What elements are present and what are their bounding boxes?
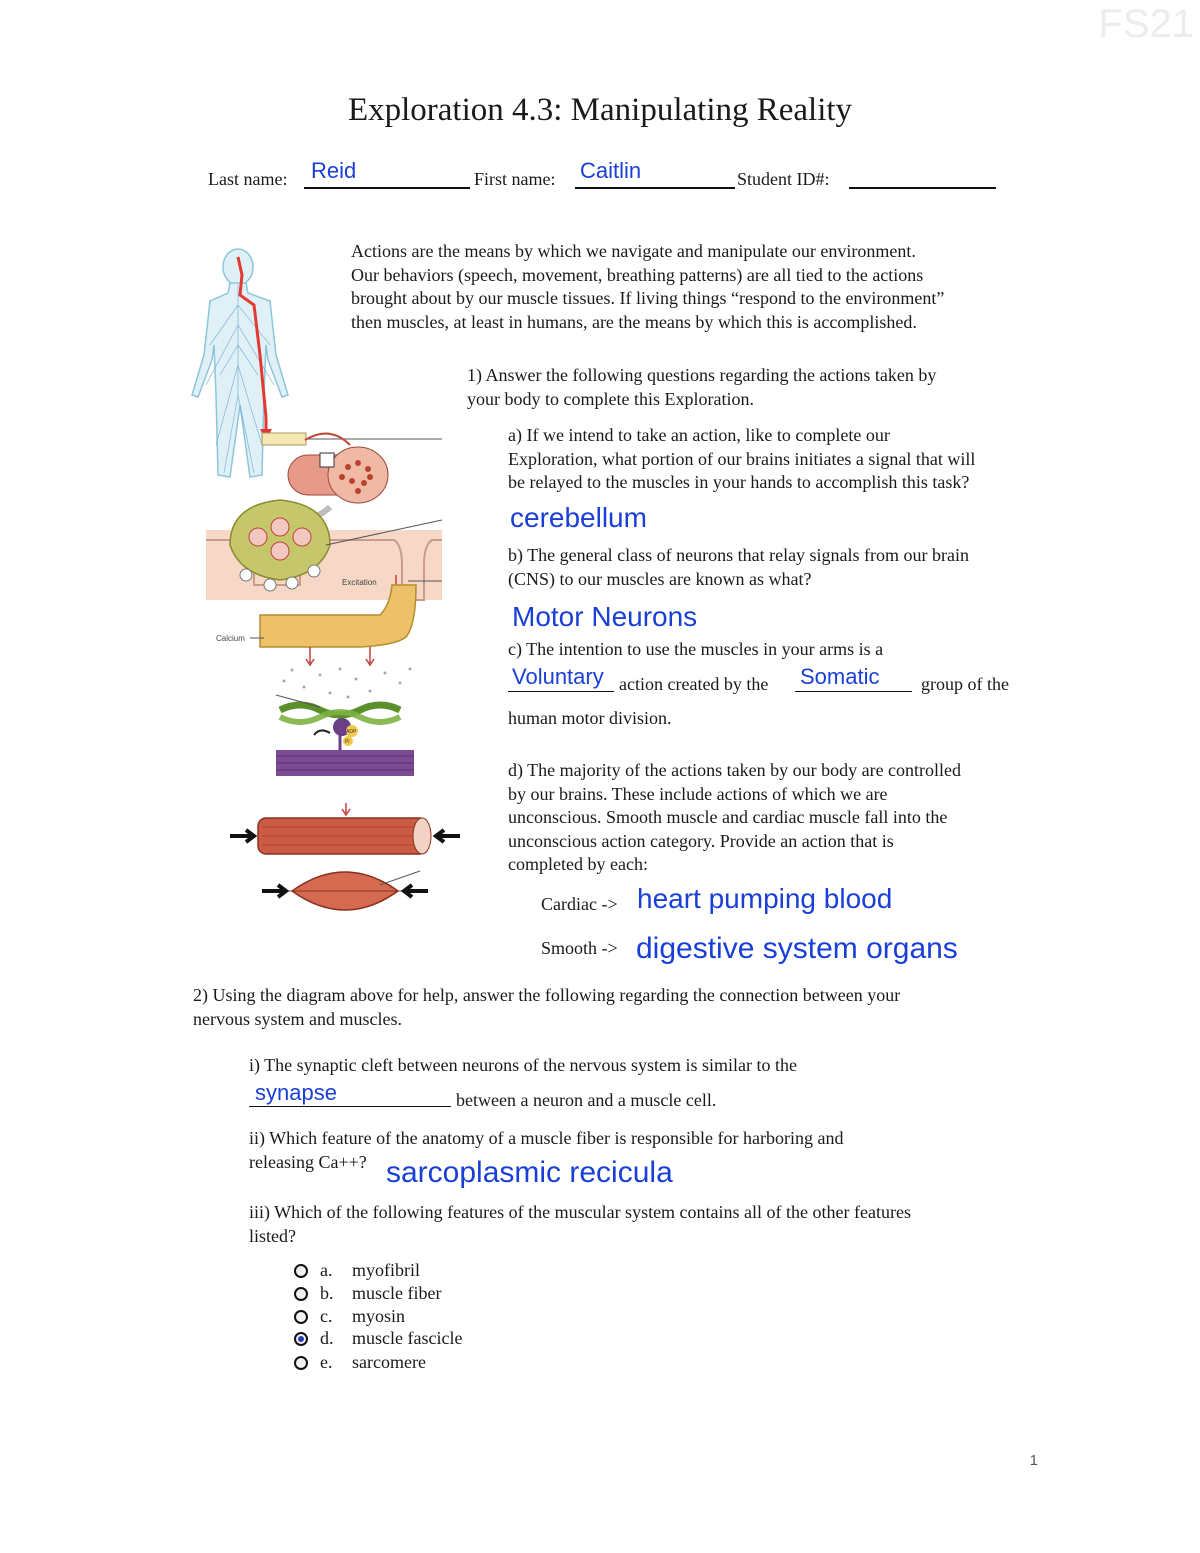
cardiac-answer[interactable]: heart pumping blood: [637, 883, 893, 914]
synapse-blank-line: [249, 1106, 451, 1107]
first-name-label: First name:: [474, 169, 556, 189]
question-line: listed?: [249, 1225, 296, 1246]
cardiac-label: Cardiac ->: [541, 894, 618, 914]
excitation-label: Excitation: [342, 578, 377, 587]
first-name-line: [575, 187, 735, 189]
option-letter: e.: [320, 1352, 333, 1372]
question-line: completed by each:: [508, 854, 648, 874]
option-c[interactable]: [294, 1306, 594, 1328]
question-line: by our brains. These include actions of which we are: [508, 783, 888, 804]
synapse-illustration: [206, 500, 442, 776]
question-1c-mid: action created by the: [619, 674, 769, 694]
radio-e[interactable]: [294, 1356, 308, 1370]
option-list: [294, 1260, 694, 1376]
option-letter: a.: [320, 1260, 333, 1280]
question-1b-answer[interactable]: Motor Neurons: [512, 601, 698, 632]
intro-paragraph: [351, 240, 1051, 334]
prompt-line: nervous system and muscles.: [193, 1008, 402, 1029]
question-2i-line1: i) The synaptic cleft between neurons of the nervous system is similar to the: [249, 1055, 798, 1075]
intro-line: brought about by our muscle tissues. If living things “respond to the environment”: [351, 288, 945, 308]
last-name-field[interactable]: Reid: [311, 158, 357, 183]
question-1c-answer-1[interactable]: Voluntary: [512, 664, 604, 689]
option-letter: c.: [320, 1306, 333, 1326]
option-text: myofibril: [352, 1260, 420, 1280]
prompt-line: 2) Using the diagram above for help, answer the following regarding the connection between your: [193, 985, 901, 1005]
question-1b-text: [508, 544, 1108, 591]
question-line: be relayed to the muscles in your hands to accomplish this task?: [508, 472, 970, 492]
radio-a[interactable]: [294, 1264, 308, 1278]
student-id-field[interactable]: [849, 187, 996, 189]
student-id-label: Student ID#:: [737, 169, 830, 189]
question-2ii-line2: releasing Ca++?: [249, 1152, 367, 1172]
somatic-blank-line: [795, 691, 912, 692]
question-2i-answer[interactable]: synapse: [255, 1080, 337, 1105]
question-1c-answer-2[interactable]: Somatic: [800, 664, 880, 689]
question-1a-text: [508, 424, 1108, 495]
first-name-field[interactable]: Caitlin: [580, 158, 642, 183]
option-e[interactable]: [294, 1352, 594, 1374]
smooth-answer[interactable]: digestive system organs: [636, 932, 958, 965]
question-2ii-line1: ii) Which feature of the anatomy of a muscle fiber is responsible for harboring and: [249, 1128, 844, 1148]
nervous-muscle-diagram: [180, 245, 470, 945]
question-1c-tail: group of the: [921, 674, 1009, 694]
prompt-line: your body to complete this Exploration.: [467, 388, 754, 409]
question-line: iii) Which of the following features of the muscular system contains all of the other features: [249, 1202, 911, 1222]
smooth-label: Smooth ->: [541, 938, 618, 958]
option-b[interactable]: [294, 1283, 594, 1305]
voluntary-blank-line: [508, 691, 614, 692]
intro-line: Our behaviors (speech, movement, breathing patterns) are all tied to the actions: [351, 264, 924, 285]
question-line: unconscious action category. Provide an action that is: [508, 830, 894, 851]
radio-d-selected[interactable]: [294, 1332, 308, 1346]
intro-line: then muscles, at least in humans, are the means by which this is accomplished.: [351, 311, 917, 332]
page-number: 1: [1029, 1452, 1038, 1469]
question-line: unconscious. Smooth muscle and cardiac muscle fall into the: [508, 807, 948, 827]
option-d[interactable]: [294, 1328, 594, 1350]
page-title: Exploration 4.3: Manipulating Reality: [347, 92, 853, 128]
question-1c-line3: human motor division.: [508, 708, 672, 728]
question-2ii-answer[interactable]: sarcoplasmic recicula: [386, 1156, 673, 1189]
prompt-line: 1) Answer the following questions regarding the actions taken by: [467, 365, 937, 385]
question-line: Exploration, what portion of our brains initiates a signal that will: [508, 448, 976, 469]
calcium-label: Calcium: [216, 634, 245, 643]
question-line: d) The majority of the actions taken by our body are controlled: [508, 760, 962, 780]
question-2i-tail: between a neuron and a muscle cell.: [456, 1090, 717, 1110]
question-line: a) If we intend to take an action, like to complete our: [508, 425, 890, 445]
pi-label: Pi: [345, 739, 350, 745]
option-text: myosin: [352, 1306, 406, 1326]
question-1a-answer[interactable]: cerebellum: [510, 502, 647, 533]
question-1c-line1: c) The intention to use the muscles in your arms is a: [508, 639, 884, 659]
radio-c[interactable]: [294, 1310, 308, 1324]
option-a[interactable]: [294, 1260, 594, 1282]
adp-label: ADP: [346, 729, 357, 735]
watermark: FS21: [1098, 2, 1194, 46]
question-line: (CNS) to our muscles are known as what?: [508, 568, 812, 589]
option-letter: d.: [320, 1328, 334, 1348]
last-name-label: Last name:: [208, 169, 288, 189]
question-2-prompt: [193, 984, 1093, 1031]
radio-b[interactable]: [294, 1287, 308, 1301]
last-name-line: [304, 187, 470, 189]
option-letter: b.: [320, 1283, 334, 1303]
option-text: muscle fiber: [352, 1283, 442, 1303]
question-1d-text: [508, 759, 1108, 877]
question-2iii-text: [249, 1201, 1109, 1248]
question-line: b) The general class of neurons that relay signals from our brain: [508, 545, 970, 565]
option-text: muscle fascicle: [352, 1328, 463, 1348]
muscle-contraction-illustration: [230, 803, 460, 910]
intro-line: Actions are the means by which we navigate and manipulate our environment.: [351, 241, 916, 261]
option-text: sarcomere: [352, 1352, 426, 1372]
question-1-prompt: [467, 364, 1067, 411]
